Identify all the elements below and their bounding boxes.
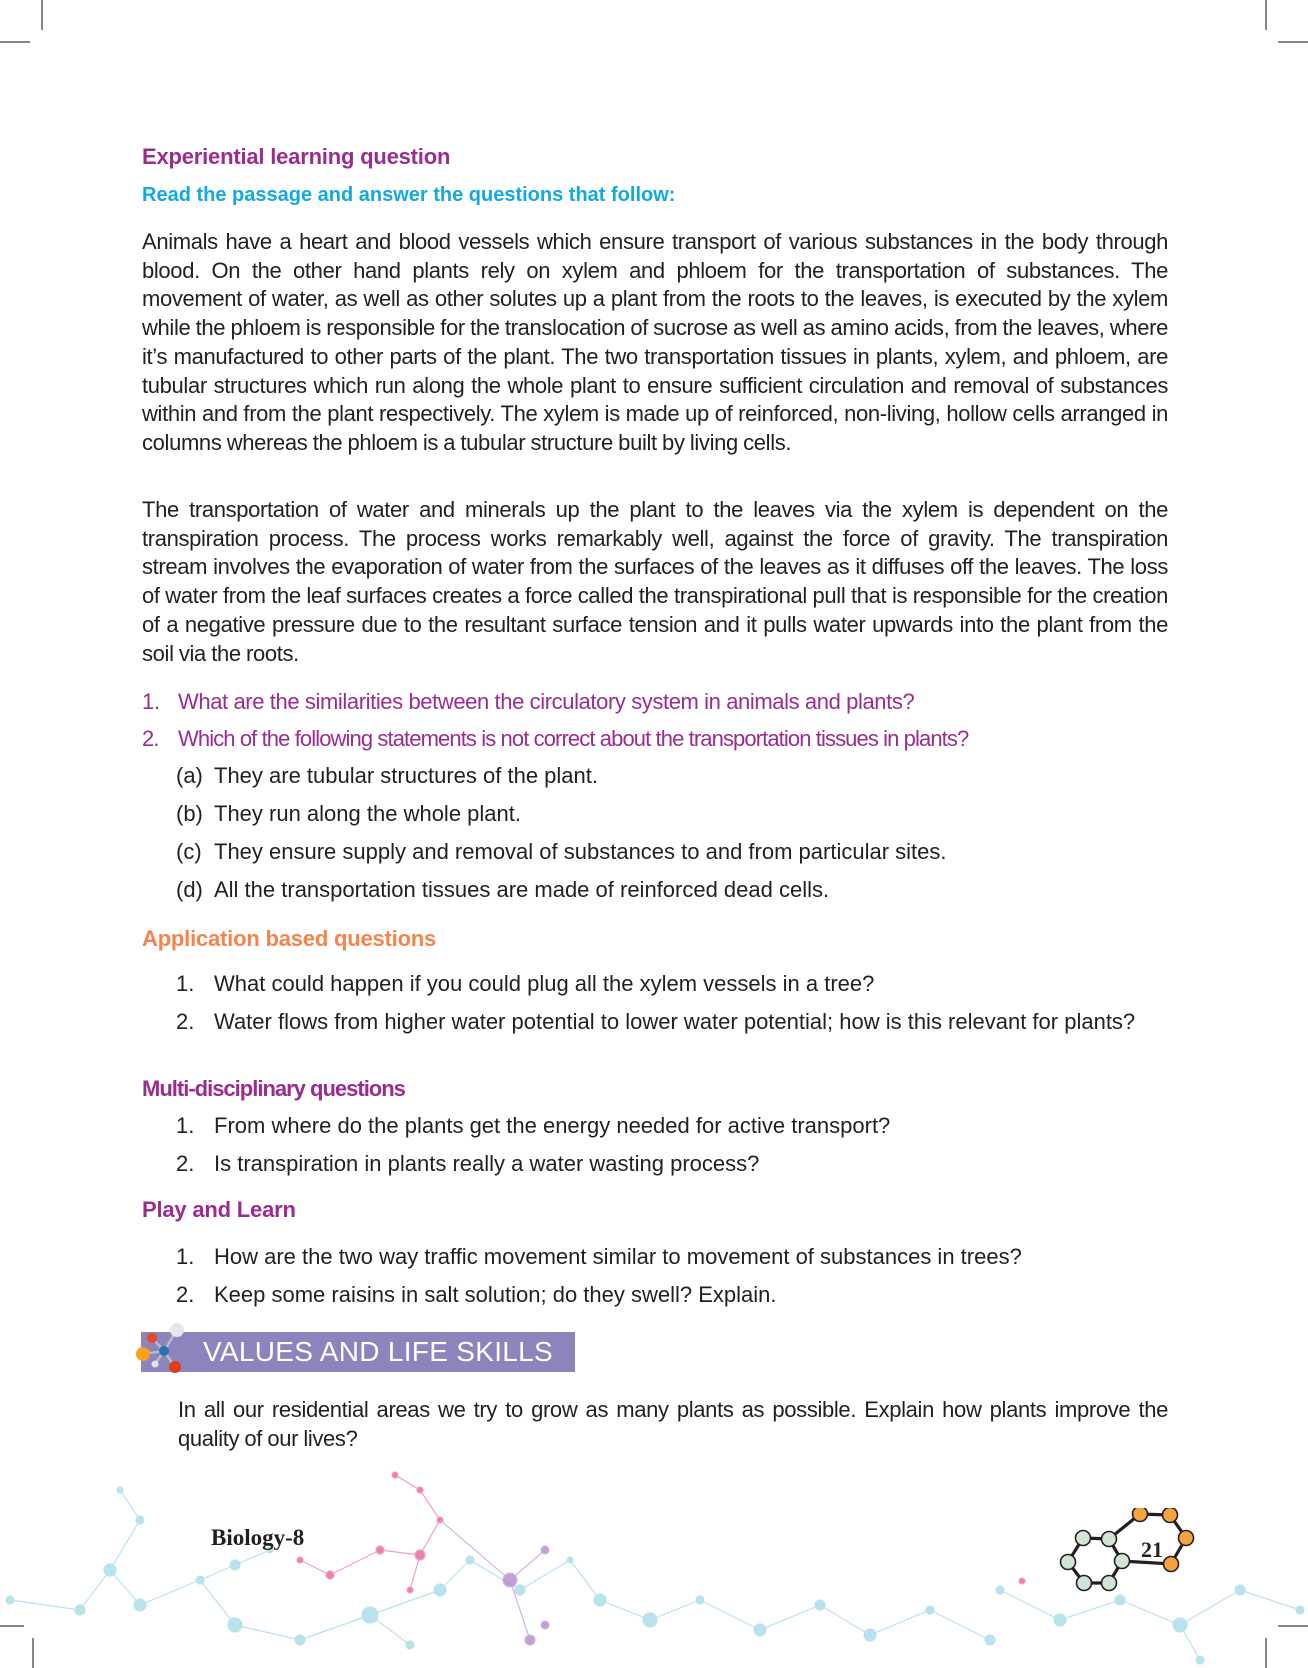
experiential-heading: Experiential learning question — [142, 144, 451, 169]
question-number: 1. — [176, 1113, 195, 1138]
play-and-learn-question-2 — [176, 1281, 1168, 1310]
experiential-question-2 — [142, 725, 1168, 754]
crop-mark-top-right-horizontal — [1278, 41, 1308, 43]
question-text: How are the two way traffic movement similar to movement of substances in trees? — [214, 1244, 1022, 1269]
passage-paragraph-1: Animals have a heart and blood vessels which ensure transport of various substances in the body through blood. On the other hand plants rely on xylem and phloem for the transportation of substances. The movement of water, as well as other solutes up a plant from the roots to the leaves, is executed by the xylem while the phloem is responsible for the translocation of sucrose as well as amino acids, from the leaves, where it’s manufactured to other parts of the plant. The two transportation tissues in plants, xylem, and phloem, are tubular structures which run along the whole plant to ensure sufficient circulation and removal of substances within and from the plant respectively. The xylem is made up of reinforced, non-living, hollow cells arranged in columns whereas the phloem is a tubular structure built by living cells. — [142, 229, 1168, 455]
values-banner-title: VALUES AND LIFE SKILLS — [203, 1336, 554, 1367]
option-b — [176, 801, 521, 827]
crop-mark-top-right-vertical — [1265, 0, 1267, 30]
question-text: Which of the following statements is not correct about the transportation tissues in plants? — [178, 726, 969, 751]
question-text: Keep some raisins in salt solution; do they swell? Explain. — [214, 1282, 777, 1307]
play-and-learn-question-1 — [176, 1243, 1168, 1272]
option-text: They ensure supply and removal of substances to and from particular sites. — [214, 839, 947, 864]
page-number: 21 — [1141, 1537, 1163, 1562]
option-label: (d) — [176, 877, 203, 902]
option-label: (b) — [176, 801, 203, 826]
question-text: From where do the plants get the energy needed for active transport? — [214, 1113, 891, 1138]
application-question-2 — [176, 1008, 1168, 1037]
question-text: Water flows from higher water potential to lower water potential; how is this relevant for plants? — [214, 1009, 1136, 1034]
multidisciplinary-question-1 — [176, 1112, 1168, 1141]
passage-paragraph-2: The transportation of water and minerals up the plant to the leaves via the xylem is dependent on the transpiration process. The process works remarkably well, against the force of gravity. The transpiration stream involves the evaporation of water from the surfaces of the leaves as it diffuses off the leaves. The loss of water from the leaf surfaces creates a force called the transpirational pull that is responsible for the creation of a negative pressure due to the resultant surface tension and it pulls water upwards into the plant from the soil via the roots. — [142, 497, 1168, 666]
crop-mark-top-left-horizontal — [0, 41, 30, 43]
play-and-learn-heading: Play and Learn — [142, 1197, 296, 1222]
crop-mark-top-left-vertical — [41, 0, 43, 30]
question-text: What could happen if you could plug all the xylem vessels in a tree? — [214, 971, 875, 996]
question-number: 2. — [176, 1009, 195, 1034]
question-number: 2. — [142, 726, 159, 751]
molecule-icon — [133, 1322, 195, 1380]
application-heading: Application based questions — [142, 926, 437, 951]
option-label: (a) — [176, 763, 203, 788]
question-number: 1. — [142, 689, 160, 714]
option-text: All the transportation tissues are made of reinforced dead cells. — [214, 877, 830, 902]
option-label: (c) — [176, 839, 202, 864]
experiential-instruction: Read the passage and answer the questions that follow: — [142, 184, 676, 206]
values-and-life-skills-banner — [141, 1332, 575, 1372]
question-number: 2. — [176, 1282, 195, 1307]
application-question-1 — [176, 970, 1168, 999]
option-text: They run along the whole plant. — [214, 801, 521, 826]
hexagon-molecule-icon — [1058, 1508, 1198, 1638]
multidisciplinary-heading: Multi-disciplinary questions — [142, 1076, 405, 1101]
option-c — [176, 839, 946, 865]
question-text: Is transpiration in plants really a water wasting process? — [214, 1151, 760, 1176]
option-text: They are tubular structures of the plant. — [214, 763, 598, 788]
question-number: 2. — [176, 1151, 195, 1176]
multidisciplinary-question-2 — [176, 1150, 1168, 1179]
book-title: Biology-8 — [211, 1525, 305, 1550]
question-number: 1. — [176, 971, 195, 996]
option-d — [176, 877, 829, 903]
question-text: What are the similarities between the circulatory system in animals and plants? — [178, 689, 915, 714]
option-a — [176, 763, 598, 789]
question-number: 1. — [176, 1244, 195, 1269]
experiential-question-1 — [142, 688, 1168, 717]
values-question-text: In all our residential areas we try to grow as many plants as possible. Explain how plants improve the quality of our lives? — [178, 1397, 1168, 1451]
